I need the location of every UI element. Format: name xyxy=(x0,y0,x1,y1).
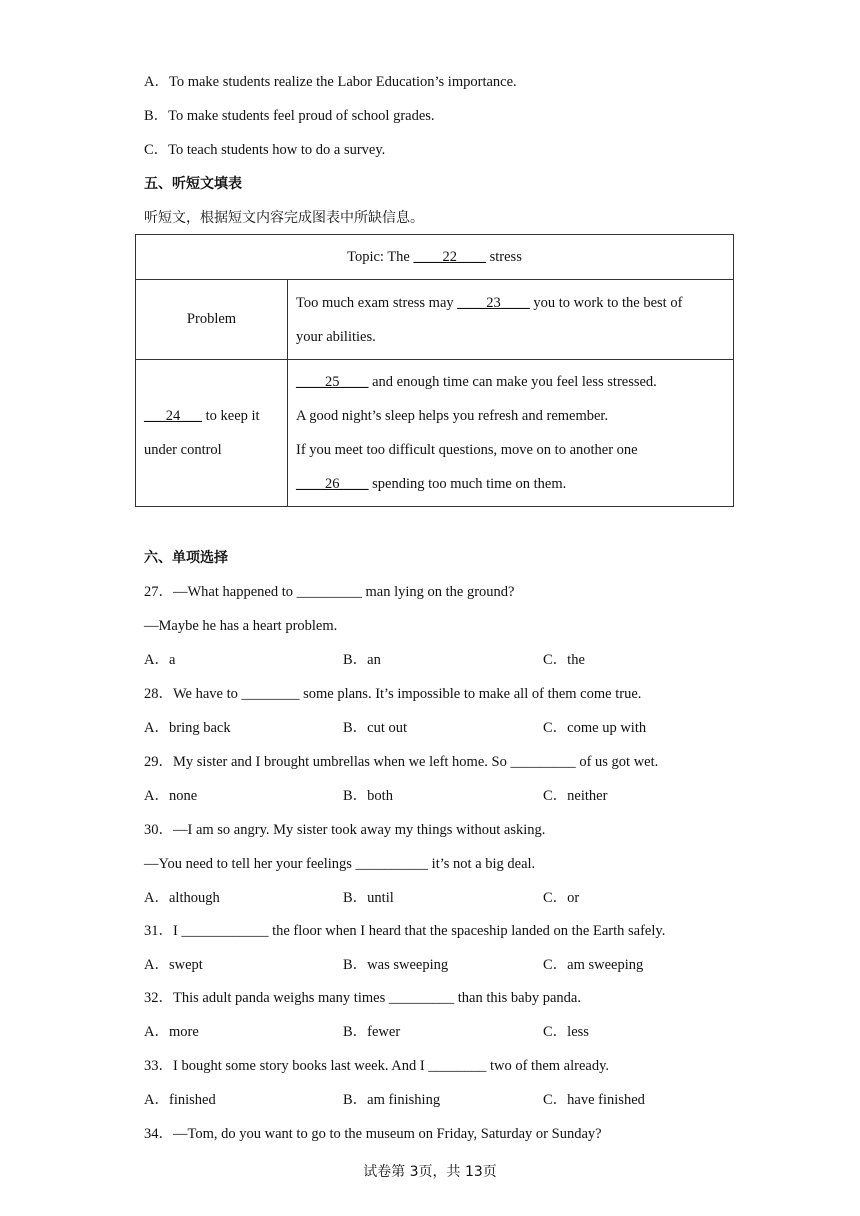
question-33-stem: 33．I bought some story books last week. And I ________ two of them already. xyxy=(144,1058,610,1074)
q28-option-c[interactable]: C．come up with xyxy=(543,720,647,736)
q30-option-b[interactable]: B．until xyxy=(343,890,394,906)
tips-cell: ____25____ and enough time can make you feel less stressed. A good night’s sleep helps you refresh and remember. If you meet too difficult questions, move on to another one ____26____ spending too much time on them. xyxy=(288,360,734,507)
q30-option-c[interactable]: C．or xyxy=(543,890,580,906)
section-5-title: 五、听短文填表 xyxy=(144,176,242,192)
q31-option-c[interactable]: C．am sweeping xyxy=(543,957,644,973)
q33-option-a[interactable]: A．finished xyxy=(144,1092,216,1108)
q27-option-c[interactable]: C．the xyxy=(543,652,585,668)
section-6-title: 六、单项选择 xyxy=(144,550,228,566)
control-label-cell: ___24___ to keep it under control xyxy=(136,360,288,507)
fill-in-table xyxy=(135,234,734,507)
prev-option-a: A．To make students realize the Labor Education’s importance. xyxy=(144,74,517,90)
problem-text-cell: Too much exam stress may ____23____ you to work to the best of your abilities. xyxy=(288,280,734,360)
q29-option-c[interactable]: C．neither xyxy=(543,788,608,804)
topic-cell: Topic: The ____22____ stress xyxy=(136,235,734,280)
blank-24: ___24___ xyxy=(144,408,202,424)
blank-22: ____22____ xyxy=(413,248,486,265)
q28-option-b[interactable]: B．cut out xyxy=(343,720,408,736)
q31-option-a[interactable]: A．swept xyxy=(144,957,203,973)
prev-option-b: B．To make students feel proud of school grades. xyxy=(144,108,435,124)
q32-option-a[interactable]: A．more xyxy=(144,1024,199,1040)
q29-option-a[interactable]: A．none xyxy=(144,788,198,804)
question-27-stem: 27．—What happened to _________ man lying on the ground? xyxy=(144,584,515,600)
question-30-reply: —You need to tell her your feelings __________ it’s not a big deal. xyxy=(144,856,536,872)
blank-23: ____23____ xyxy=(457,294,530,311)
question-32-stem: 32．This adult panda weighs many times _________ than this baby panda. xyxy=(144,990,581,1006)
question-34-stem: 34．—Tom, do you want to go to the museum on Friday, Saturday or Sunday? xyxy=(144,1126,602,1142)
q28-option-a[interactable]: A．bring back xyxy=(144,720,231,736)
q32-option-c[interactable]: C．less xyxy=(543,1024,589,1040)
section-5-instruction: 听短文，根据短文内容完成图表中所缺信息。 xyxy=(144,210,424,226)
question-29-stem: 29．My sister and I brought umbrellas when we left home. So _________ of us got wet. xyxy=(144,754,659,770)
blank-25: ____25____ xyxy=(296,374,369,390)
q29-option-b[interactable]: B．both xyxy=(343,788,393,804)
q30-option-a[interactable]: A．although xyxy=(144,890,220,906)
q27-option-b[interactable]: B．an xyxy=(343,652,381,668)
q33-option-b[interactable]: B．am finishing xyxy=(343,1092,441,1108)
q32-option-b[interactable]: B．fewer xyxy=(343,1024,401,1040)
problem-label-cell: Problem xyxy=(136,280,288,360)
question-30-stem: 30．—I am so angry. My sister took away my things without asking. xyxy=(144,822,546,838)
question-31-stem: 31．I ____________ the floor when I heard that the spaceship landed on the Earth safely. xyxy=(144,923,666,939)
page-footer: 试卷第 3页，共 13页 xyxy=(363,1164,497,1180)
q31-option-b[interactable]: B．was sweeping xyxy=(343,957,449,973)
blank-26: ____26____ xyxy=(296,476,369,492)
q33-option-c[interactable]: C．have finished xyxy=(543,1092,645,1108)
question-27-reply: —Maybe he has a heart problem. xyxy=(144,618,338,634)
question-28-stem: 28．We have to ________ some plans. It’s impossible to make all of them come true. xyxy=(144,686,642,702)
prev-option-c: C．To teach students how to do a survey. xyxy=(144,142,386,158)
q27-option-a[interactable]: A．a xyxy=(144,652,176,668)
